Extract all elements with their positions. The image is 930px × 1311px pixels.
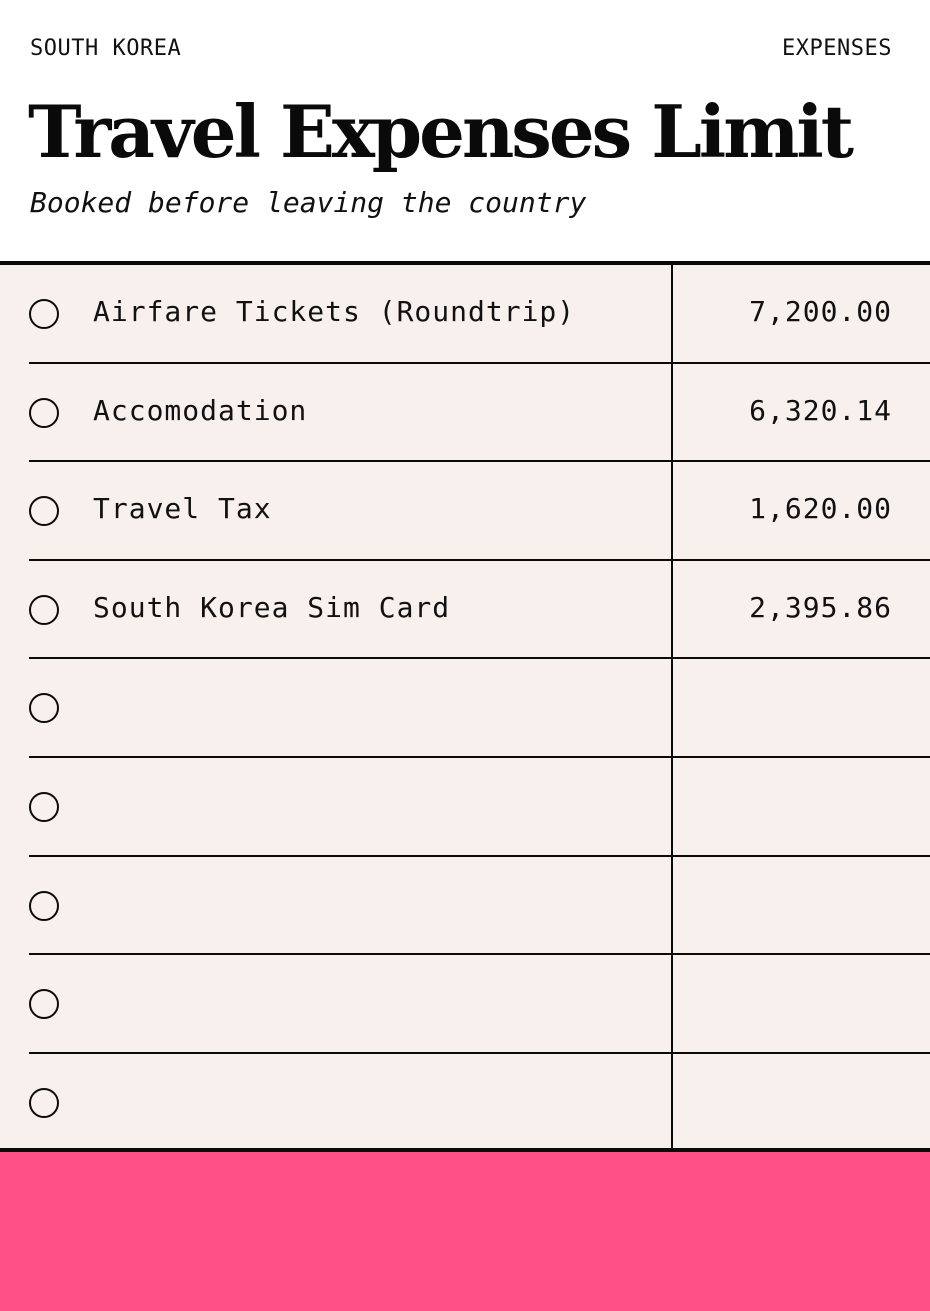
- footer-band: [0, 1152, 930, 1311]
- checkbox-circle-icon[interactable]: [29, 792, 59, 822]
- expense-label: Travel Tax: [93, 492, 272, 526]
- checkbox-circle-icon[interactable]: [29, 398, 59, 428]
- expense-amount: 6,320.14: [749, 393, 892, 427]
- expense-amount: 2,395.86: [749, 590, 892, 624]
- country-label: SOUTH KOREA: [30, 36, 182, 61]
- expense-row: [0, 265, 930, 364]
- checkbox-circle-icon[interactable]: [29, 496, 59, 526]
- expense-row: [0, 857, 930, 956]
- expense-label: Accomodation: [93, 393, 308, 427]
- expense-row: [0, 659, 930, 758]
- page-title: Travel Expenses Limit: [28, 89, 852, 174]
- expense-row: [0, 364, 930, 463]
- expense-amount: 7,200.00: [749, 295, 892, 328]
- checkbox-circle-icon[interactable]: [29, 693, 59, 723]
- expense-row: [0, 955, 930, 1054]
- checkbox-circle-icon[interactable]: [29, 989, 59, 1019]
- checkbox-circle-icon[interactable]: [29, 595, 59, 625]
- page-subtitle: Booked before leaving the country: [30, 186, 587, 219]
- category-label: EXPENSES: [782, 36, 892, 61]
- expense-row: [0, 462, 930, 561]
- expense-table: [0, 261, 930, 1152]
- checkbox-circle-icon[interactable]: [29, 891, 59, 921]
- checkbox-circle-icon[interactable]: [29, 299, 59, 329]
- expense-label: South Korea Sim Card: [93, 590, 451, 624]
- expense-amount: 1,620.00: [749, 492, 892, 526]
- checkbox-circle-icon[interactable]: [29, 1088, 59, 1118]
- expense-label: Airfare Tickets (Roundtrip): [93, 295, 576, 328]
- expense-row: [0, 758, 930, 857]
- expense-row: [0, 561, 930, 660]
- expense-row: [0, 1054, 930, 1153]
